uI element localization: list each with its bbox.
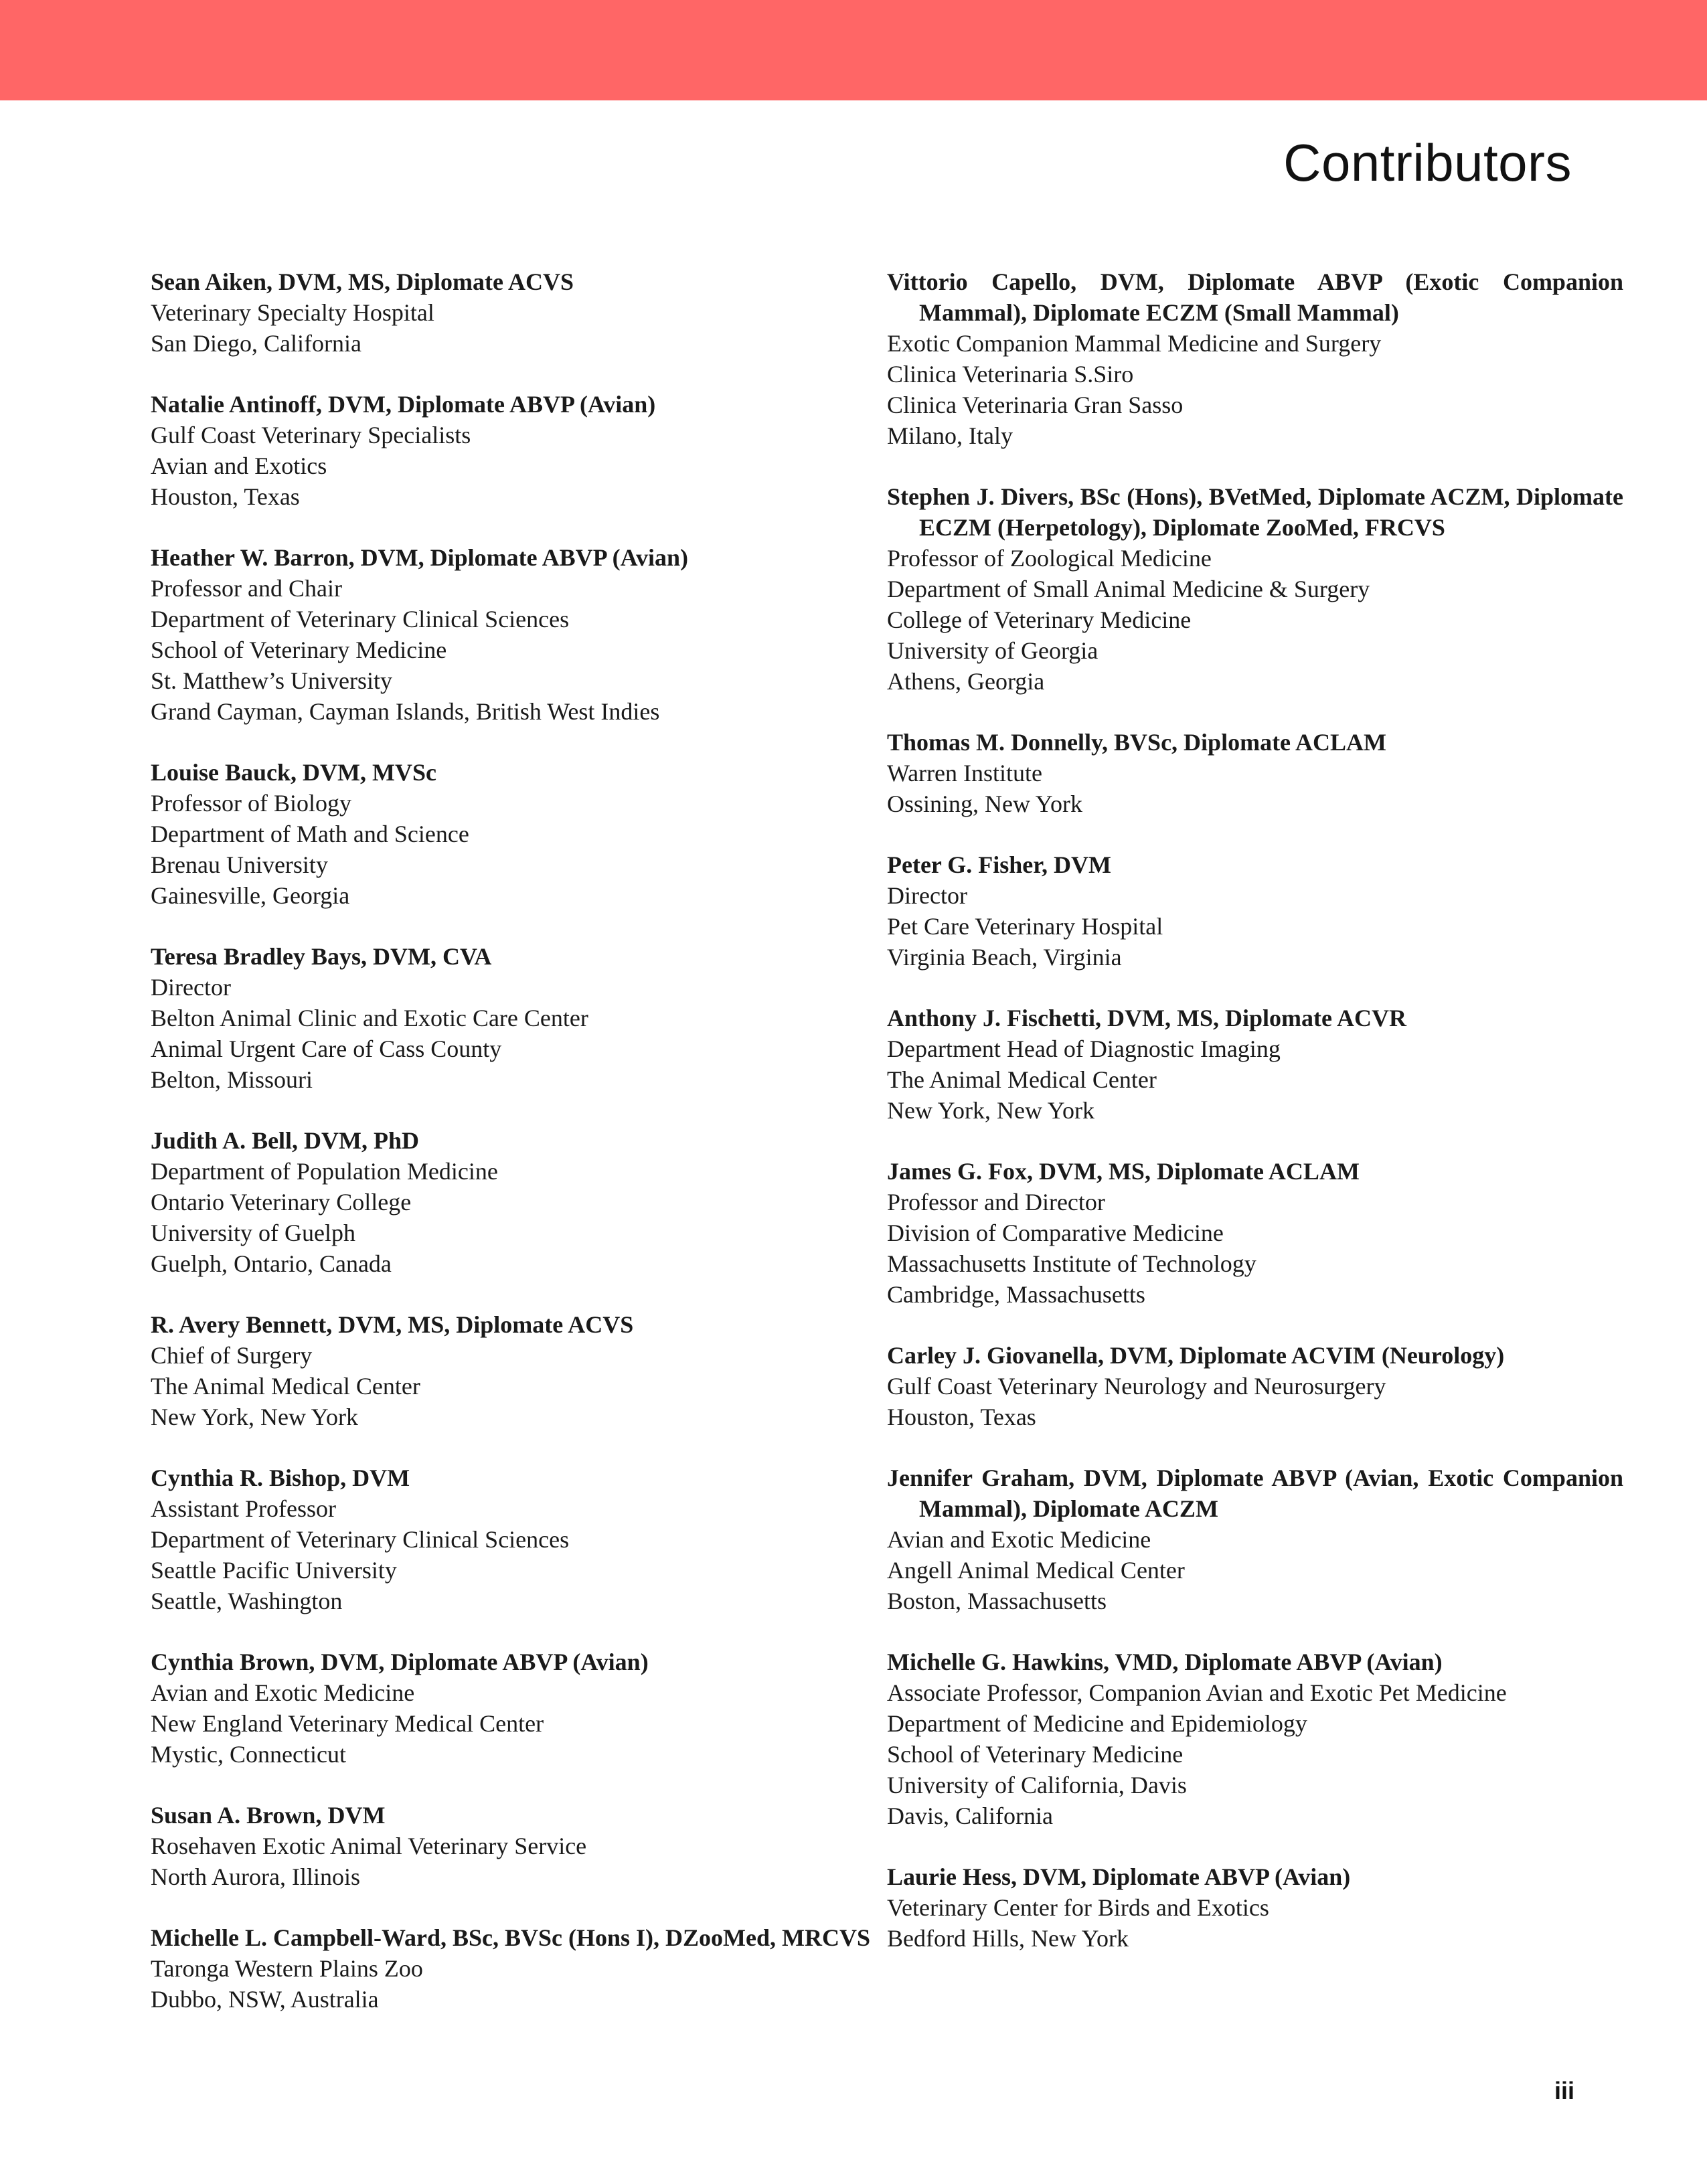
contributor-name: Teresa Bradley Bays, DVM, CVA <box>151 943 492 970</box>
contributor-affiliation-line: School of Veterinary Medicine <box>887 1741 1184 1768</box>
contributor-entry <box>887 1156 1623 1310</box>
contributor-entry <box>151 266 887 359</box>
contributor-affiliation-line: Professor and Chair <box>151 575 342 602</box>
contributor-entry <box>151 1462 887 1616</box>
contributor-entry <box>151 1125 887 1279</box>
contributor-affiliation-line: Belton, Missouri <box>151 1066 313 1093</box>
contributor-name: Natalie Antinoff, DVM, Diplomate ABVP (Avian) <box>151 391 656 418</box>
contributor-entry <box>151 542 887 727</box>
contributor-affiliation-line: Mystic, Connecticut <box>151 1741 346 1768</box>
contributor-affiliation-line: Exotic Companion Mammal Medicine and Surgery <box>887 330 1382 357</box>
contributor-entry <box>887 481 1623 697</box>
contributor-name: Louise Bauck, DVM, MVSc <box>151 759 437 786</box>
contributor-affiliation-line: College of Veterinary Medicine <box>887 606 1192 633</box>
contributor-affiliation-line: Gainesville, Georgia <box>151 882 350 909</box>
contributor-affiliation-line: Angell Animal Medical Center <box>887 1557 1185 1584</box>
contributor-affiliation-line: Belton Animal Clinic and Exotic Care Center <box>151 1005 588 1031</box>
contributor-entry <box>887 1647 1623 1831</box>
contributor-affiliation-line: Division of Comparative Medicine <box>887 1220 1224 1246</box>
contributor-affiliation-line: Gulf Coast Veterinary Specialists <box>151 422 471 448</box>
contributor-name: Jennifer Graham, DVM, Diplomate ABVP (Avian, Exotic Companion Mammal), Diplomate ACZM <box>887 1464 1623 1522</box>
header-color-band <box>0 0 1707 100</box>
contributor-name: Sean Aiken, DVM, MS, Diplomate ACVS <box>151 268 574 295</box>
contributor-entry <box>151 1800 887 1892</box>
contributor-name: Carley J. Giovanella, DVM, Diplomate ACVIM (Neurology) <box>887 1342 1505 1369</box>
contributor-name: Cynthia R. Bishop, DVM <box>151 1464 410 1491</box>
contributor-affiliation-line: Massachusetts Institute of Technology <box>887 1250 1256 1277</box>
contributor-affiliation-line: Avian and Exotics <box>151 452 327 479</box>
contributor-affiliation-line: Avian and Exotic Medicine <box>887 1526 1151 1553</box>
page-title: Contributors <box>1283 133 1572 192</box>
contributor-affiliation-line: Cambridge, Massachusetts <box>887 1281 1145 1308</box>
contributor-affiliation-line: Seattle Pacific University <box>151 1557 397 1584</box>
contributor-name: Thomas M. Donnelly, BVSc, Diplomate ACLAM <box>887 729 1387 756</box>
contributor-affiliation-line: Director <box>887 882 967 909</box>
contributor-affiliation-line: Department of Small Animal Medicine & Surgery <box>887 576 1370 602</box>
contributor-affiliation-line: Virginia Beach, Virginia <box>887 944 1122 971</box>
contributor-affiliation-line: Davis, California <box>887 1802 1053 1829</box>
contributor-affiliation-line: Taronga Western Plains Zoo <box>151 1955 423 1982</box>
contributor-affiliation-line: Clinica Veterinaria Gran Sasso <box>887 392 1184 418</box>
contributor-entry <box>887 1003 1623 1126</box>
contributor-affiliation-line: Professor of Zoological Medicine <box>887 545 1212 572</box>
contributor-affiliation-line: Warren Institute <box>887 760 1043 786</box>
contributor-entry <box>151 1647 887 1770</box>
contributor-affiliation-line: Avian and Exotic Medicine <box>151 1679 415 1706</box>
contributor-affiliation-line: Boston, Massachusetts <box>887 1588 1107 1614</box>
contributor-entry <box>887 727 1623 819</box>
contributor-affiliation-line: Brenau University <box>151 851 328 878</box>
contributor-affiliation-line: Department of Veterinary Clinical Sciences <box>151 606 570 633</box>
contributor-affiliation-line: Department of Veterinary Clinical Sciences <box>151 1526 570 1553</box>
contributor-affiliation-line: Department Head of Diagnostic Imaging <box>887 1035 1281 1062</box>
contributor-name: Peter G. Fisher, DVM <box>887 851 1111 878</box>
contributor-affiliation-line: Department of Population Medicine <box>151 1158 498 1185</box>
contributor-affiliation-line: Department of Medicine and Epidemiology <box>887 1710 1307 1737</box>
contributor-affiliation-line: Pet Care Veterinary Hospital <box>887 913 1163 940</box>
contributor-affiliation-line: Associate Professor, Companion Avian and Exotic Pet Medicine <box>887 1679 1507 1706</box>
contributor-affiliation-line: Assistant Professor <box>151 1495 336 1522</box>
contributor-affiliation-line: Ontario Veterinary College <box>151 1189 412 1215</box>
contributor-entry <box>151 1922 887 2015</box>
contributor-affiliation-line: The Animal Medical Center <box>151 1373 420 1400</box>
contributor-affiliation-line: Athens, Georgia <box>887 668 1045 695</box>
contributor-affiliation-line: Ossining, New York <box>887 790 1083 817</box>
contributor-affiliation-line: Chief of Surgery <box>151 1342 313 1369</box>
contributors-column-right <box>887 266 1623 1984</box>
contributor-name: Cynthia Brown, DVM, Diplomate ABVP (Avian) <box>151 1649 649 1675</box>
contributor-affiliation-line: Veterinary Center for Birds and Exotics <box>887 1894 1269 1921</box>
contributor-affiliation-line: Seattle, Washington <box>151 1588 343 1614</box>
contributor-affiliation-line: Houston, Texas <box>887 1404 1036 1430</box>
contributor-entry <box>887 266 1623 451</box>
contributor-affiliation-line: University of Guelph <box>151 1220 355 1246</box>
contributor-affiliation-line: Guelph, Ontario, Canada <box>151 1250 392 1277</box>
contributor-affiliation-line: Houston, Texas <box>151 483 300 510</box>
contributor-name: Michelle L. Campbell-Ward, BSc, BVSc (Hons I), DZooMed, MRCVS <box>151 1924 870 1951</box>
contributor-affiliation-line: University of California, Davis <box>887 1772 1187 1798</box>
page-number: iii <box>1554 2077 1574 2104</box>
contributor-affiliation-line: Professor of Biology <box>151 790 351 817</box>
contributor-affiliation-line: Rosehaven Exotic Animal Veterinary Service <box>151 1833 587 1859</box>
contributor-affiliation-line: Veterinary Specialty Hospital <box>151 299 434 326</box>
contributor-affiliation-line: Dubbo, NSW, Australia <box>151 1986 379 2013</box>
contributor-name: R. Avery Bennett, DVM, MS, Diplomate ACVS <box>151 1311 634 1338</box>
contributor-name: Heather W. Barron, DVM, Diplomate ABVP (Avian) <box>151 544 688 571</box>
contributor-affiliation-line: New York, New York <box>151 1404 359 1430</box>
contributor-entry <box>887 1462 1623 1616</box>
contributor-affiliation-line: Animal Urgent Care of Cass County <box>151 1035 502 1062</box>
contributor-affiliation-line: The Animal Medical Center <box>887 1066 1157 1093</box>
contributor-entry <box>151 1309 887 1432</box>
contributor-name: Judith A. Bell, DVM, PhD <box>151 1127 420 1154</box>
contributor-name: Vittorio Capello, DVM, Diplomate ABVP (Exotic Companion Mammal), Diplomate ECZM (Small Mammal) <box>887 268 1623 326</box>
contributor-entry <box>151 941 887 1095</box>
contributor-affiliation-line: Director <box>151 974 231 1001</box>
contributor-entry <box>151 757 887 911</box>
contributor-name: Susan A. Brown, DVM <box>151 1802 386 1829</box>
contributor-affiliation-line: Professor and Director <box>887 1189 1105 1215</box>
contributor-name: Michelle G. Hawkins, VMD, Diplomate ABVP (Avian) <box>887 1649 1443 1675</box>
contributor-affiliation-line: Milano, Italy <box>887 422 1013 449</box>
contributor-affiliation-line: Grand Cayman, Cayman Islands, British West Indies <box>151 698 660 725</box>
contributor-entry <box>887 1340 1623 1432</box>
contributor-name: Anthony J. Fischetti, DVM, MS, Diplomate ACVR <box>887 1005 1406 1031</box>
contributor-affiliation-line: Bedford Hills, New York <box>887 1925 1129 1952</box>
contributor-affiliation-line: University of Georgia <box>887 637 1099 664</box>
contributor-name: James G. Fox, DVM, MS, Diplomate ACLAM <box>887 1158 1360 1185</box>
contributor-affiliation-line: North Aurora, Illinois <box>151 1863 360 1890</box>
contributor-affiliation-line: New York, New York <box>887 1097 1095 1124</box>
contributor-name: Stephen J. Divers, BSc (Hons), BVetMed, Diplomate ACZM, Diplomate ECZM (Herpetology), Diplomate ZooMed, FRCVS <box>887 483 1623 541</box>
contributors-column-left <box>151 266 887 2045</box>
contributor-affiliation-line: St. Matthew’s University <box>151 667 392 694</box>
contributor-affiliation-line: Department of Math and Science <box>151 821 469 847</box>
contributor-affiliation-line: New England Veterinary Medical Center <box>151 1710 544 1737</box>
contributor-affiliation-line: School of Veterinary Medicine <box>151 637 447 663</box>
contributor-entry <box>887 849 1623 973</box>
contributor-affiliation-line: San Diego, California <box>151 330 361 357</box>
contributor-name: Laurie Hess, DVM, Diplomate ABVP (Avian) <box>887 1863 1351 1890</box>
contributor-entry <box>887 1861 1623 1954</box>
contributor-affiliation-line: Clinica Veterinaria S.Siro <box>887 361 1134 388</box>
contributor-entry <box>151 389 887 512</box>
contributor-affiliation-line: Gulf Coast Veterinary Neurology and Neurosurgery <box>887 1373 1386 1400</box>
